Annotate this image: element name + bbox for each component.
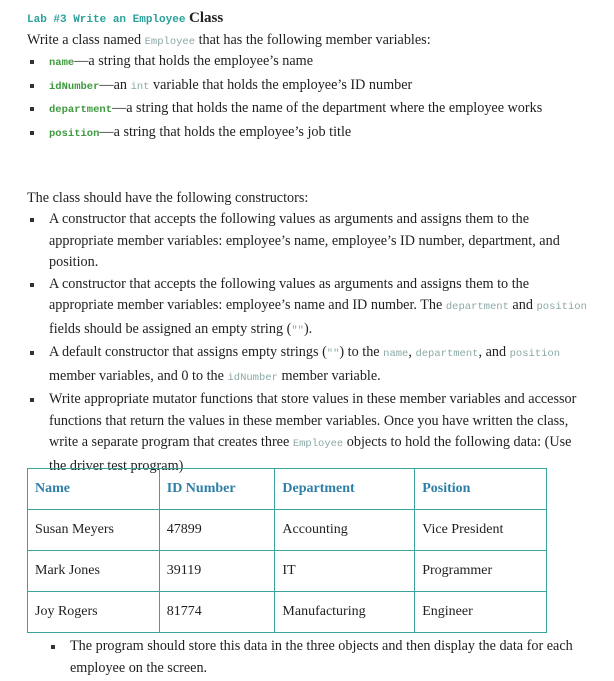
table-cell: Vice President <box>415 510 547 551</box>
table-header-row <box>28 469 547 510</box>
constructor-text: fields should be assigned an empty string ( <box>49 320 292 337</box>
table-cell: Mark Jones <box>28 551 160 592</box>
constructor-text: member variables, and 0 to the <box>49 367 228 384</box>
bullet-icon <box>30 398 34 402</box>
table-cell: 81774 <box>159 592 275 633</box>
member-text: variable that holds the employee’s ID number <box>149 76 413 93</box>
constructor-text: A constructor that accepts the following values as arguments and assigns them to the appropriate member variables: employee’s name and ID number. The <box>49 275 530 313</box>
constructor-text: A constructor that accepts the following values as arguments and assigns them to the appropriate member variables: employee’s name, employee’s ID number, department, and position. <box>49 211 560 270</box>
list-item <box>27 209 587 274</box>
inline-code: Employee <box>292 438 344 450</box>
list-item <box>48 636 608 679</box>
constructor-text: A default constructor that assigns empty strings ( <box>49 344 327 360</box>
member-code: name <box>49 57 75 69</box>
constructor-list <box>27 209 587 477</box>
constructor-text: and <box>508 297 537 313</box>
member-variable-list <box>27 51 587 145</box>
intro-post: that has the following member variables: <box>195 32 431 48</box>
list-item <box>27 98 587 122</box>
constructor-text: ). <box>303 320 313 337</box>
table-cell: Programmer <box>415 551 547 592</box>
bullet-icon <box>30 131 34 135</box>
employee-data-table <box>27 468 547 633</box>
list-item <box>27 389 587 477</box>
constructor-text: Write appropriate mutator functions that store values in these member variables and accessor functions that return the values in these member variables. Once you have written the class, write a separate program that creates three <box>49 391 577 450</box>
constructor-text: , <box>408 344 416 360</box>
bullet-icon <box>30 351 34 355</box>
inline-code: "" <box>291 324 304 337</box>
inline-code: position <box>536 301 587 313</box>
table-cell: Engineer <box>415 592 547 633</box>
member-text: —a string that holds the name of the department where the employee works <box>112 100 543 116</box>
constructor-text: ) to the <box>339 344 384 360</box>
constructor-text: objects to hold the following data: (Use the driver test program) <box>49 434 572 474</box>
table-row <box>28 510 547 551</box>
intro-code: Employee <box>144 36 196 48</box>
member-text: —an <box>99 76 131 93</box>
constructor-text: , and <box>478 344 510 360</box>
list-item <box>27 342 587 389</box>
column-header: Department <box>275 469 415 510</box>
lab-title <box>27 8 223 32</box>
final-instruction-list <box>48 636 608 679</box>
bullet-icon <box>30 60 34 64</box>
lab-title-code: Lab #3 Write an Employee <box>27 14 186 26</box>
list-item <box>27 51 587 75</box>
bullet-icon <box>51 645 55 649</box>
column-header: ID Number <box>159 469 275 510</box>
table-cell: Joy Rogers <box>28 592 160 633</box>
table-row <box>28 592 547 633</box>
member-text: —a string that holds the employee’s name <box>74 53 313 69</box>
intro-text <box>27 30 431 54</box>
inline-code: idNumber <box>227 371 278 384</box>
bullet-icon <box>30 218 34 222</box>
constructor-intro: The class should have the following constructors: <box>27 190 309 206</box>
bullet-icon <box>30 84 34 88</box>
table-cell: IT <box>275 551 415 592</box>
member-text: —a string that holds the employee’s job title <box>99 123 352 140</box>
column-header: Name <box>28 469 160 510</box>
member-code: position <box>49 127 100 140</box>
final-text: The program should store this data in the three objects and then display the data for each employee on the screen. <box>70 638 573 676</box>
inline-code: "" <box>326 348 340 360</box>
bullet-icon <box>30 107 34 111</box>
bullet-icon <box>30 283 34 287</box>
table-cell: Accounting <box>275 510 415 551</box>
lab-title-class: Class <box>188 10 224 26</box>
list-item <box>27 122 587 146</box>
table-cell: Manufacturing <box>275 592 415 633</box>
table-row <box>28 551 547 592</box>
list-item <box>27 75 587 99</box>
inline-code: department <box>415 348 479 360</box>
table-cell: 47899 <box>159 510 275 551</box>
table-cell: Susan Meyers <box>28 510 160 551</box>
inline-code: name <box>383 348 409 360</box>
intro-pre: Write a class named <box>27 32 145 48</box>
table-cell: 39119 <box>159 551 275 592</box>
inline-code: position <box>509 348 561 360</box>
constructor-text: member variable. <box>277 367 381 384</box>
list-item <box>27 274 587 343</box>
member-type-code: int <box>130 80 150 93</box>
member-code: idNumber <box>49 80 100 93</box>
column-header: Position <box>415 469 547 510</box>
member-code: department <box>49 104 113 116</box>
inline-code: department <box>445 301 509 313</box>
